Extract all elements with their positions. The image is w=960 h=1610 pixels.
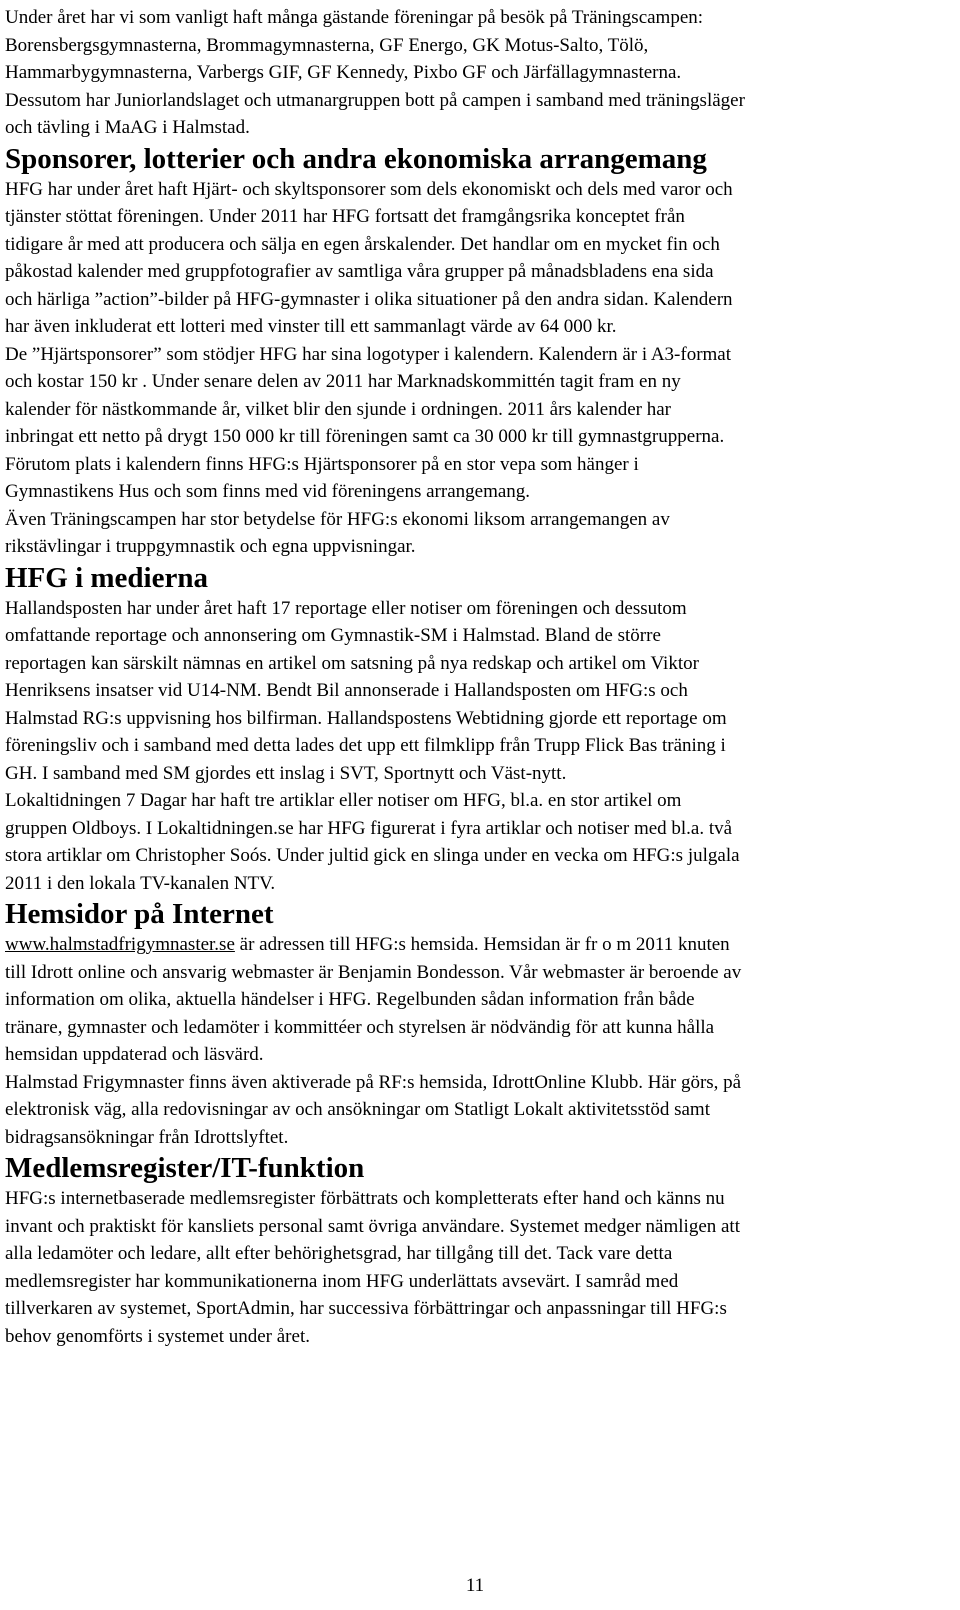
web-paragraph-text: är adressen till HFG:s hemsida. Hemsidan är fr o m 2011 knuten till Idrott online och ansvarig webmaster är Benjamin Bondesson. Vår webmaster är beroende av information om olika, aktuella händelser i HFG. Regelbunden sådan information från både tränare, gymnaster och ledamöter i kommittéer och styrelsen är nödvändig för att kunna hålla hemsidan uppdaterad och läsvärd. Halmstad Frigymnaster finns även aktiverade på RF:s hemsida, IdrottOnline Klubb. Här görs, på elektronisk väg, alla redovisningar av och ansökningar om Statligt Lokalt aktivitetsstöd samt bidragsansökningar från Idrottslyftet. xyxy=(5,934,742,1148)
web-paragraph xyxy=(5,931,945,1151)
page-number: 11 xyxy=(465,1575,485,1596)
sponsors-paragraph: HFG har under året haft Hjärt- och skyltsponsorer som dels ekonomiskt och dels med varor och tjänster stöttat föreningen. Under 2011 har HFG fortsatt det framgångsrika konceptet från tidigare år med att producera och sälja en egen årskalender. Det handlar om en mycket fin och påkostad kalender med gruppfotografier av samtliga våra grupper på månadsbladens ena sida och härliga ”action”-bilder på HFG-gymnaster i olika situationer på den andra sidan. Kalendern har även inkluderat ett lotteri med vinster till ett sammanlagt värde av 64 000 kr. De ”Hjärtsponsorer” som stödjer HFG har sina logotyper i kalendern. Kalendern är i A3-format och kostar 150 kr . Under senare delen av 2011 har Marknadskommittén tagit fram en ny kalender för nästkommande år, vilket blir den sjunde i ordningen. 2011 års kalender har inbringat ett netto på drygt 150 000 kr till föreningen samt ca 30 000 kr till gymnastgrupperna. Förutom plats i kalendern finns HFG:s Hjärtsponsorer på en stor vepa som hänger i Gymnastikens Hus och som finns med vid föreningens arrangemang. Även Träningscampen har stor betydelse för HFG:s ekonomi liksom arrangemangen av rikstävlingar i truppgymnastik och egna uppvisningar. xyxy=(5,178,733,557)
members-heading: Medlemsregister/IT-funktion xyxy=(5,1152,365,1184)
members-paragraph: HFG:s internetbaserade medlemsregister förbättrats och kompletterats efter hand och känns nu invant och praktiskt för kansliets personal samt övriga användare. Systemet medger nämligen att alla ledamöter och ledare, allt efter behörighetsgrad, har tillgång till det. Tack vare detta medlemsregister har kommunikationerna inom HFG underlättats avsevärt. I samråd med tillverkaren av systemet, SportAdmin, har successiva förbättringar och anpassningar till HFG:s behov genomförts i systemet under året. xyxy=(5,1188,740,1347)
intro-paragraph: Under året har vi som vanligt haft många gästande föreningar på besök på Träningscampen: Borensbergsgymnasterna, Brommagymnasterna, GF Energo, GK Motus-Salto, Tölö, Hammarbygymnasterna, Varbergs GIF, GF Kennedy, Pixbo GF och Järfällagymnasterna. Dessutom har Juniorlandslaget och utmanargruppen bott på campen i samband med träningsläger och tävling i MaAG i Halmstad. xyxy=(5,7,745,138)
media-paragraph: Hallandsposten har under året haft 17 reportage eller notiser om föreningen och dessutom omfattande reportage och annonsering om Gymnastik-SM i Halmstad. Bland de större reportagen kan särskilt nämnas en artikel om satsning på nya redskap och artikel om Viktor Henriksens insatser vid U14-NM. Bendt Bil annonserade i Hallandsposten om HFG:s och Halmstad RG:s uppvisning hos bilfirman. Hallandspostens Webtidning gjorde ett reportage om föreningsliv och i samband med detta lades det upp ett filmklipp från Trupp Flick Bas träning i GH. I samband med SM gjordes ett inslag i SVT, Sportnytt och Väst-nytt. Lokaltidningen 7 Dagar har haft tre artiklar eller notiser om HFG, bl.a. en stor artikel om gruppen Oldboys. I Lokaltidningen.se har HFG figurerat i fyra artiklar och notiser med bl.a. två stora artiklar om Christopher Soós. Under jultid gick en slinga under en vecka om HFG:s julgala 2011 i den lokala TV-kanalen NTV. xyxy=(5,597,740,894)
media-heading: HFG i medierna xyxy=(5,561,208,594)
web-heading: Hemsidor på Internet xyxy=(5,898,274,930)
homepage-link[interactable]: www.halmstadfrigymnaster.se xyxy=(5,934,235,955)
document-page xyxy=(5,4,945,1596)
sponsors-heading: Sponsorer, lotterier och andra ekonomiska arrangemang xyxy=(5,142,707,175)
